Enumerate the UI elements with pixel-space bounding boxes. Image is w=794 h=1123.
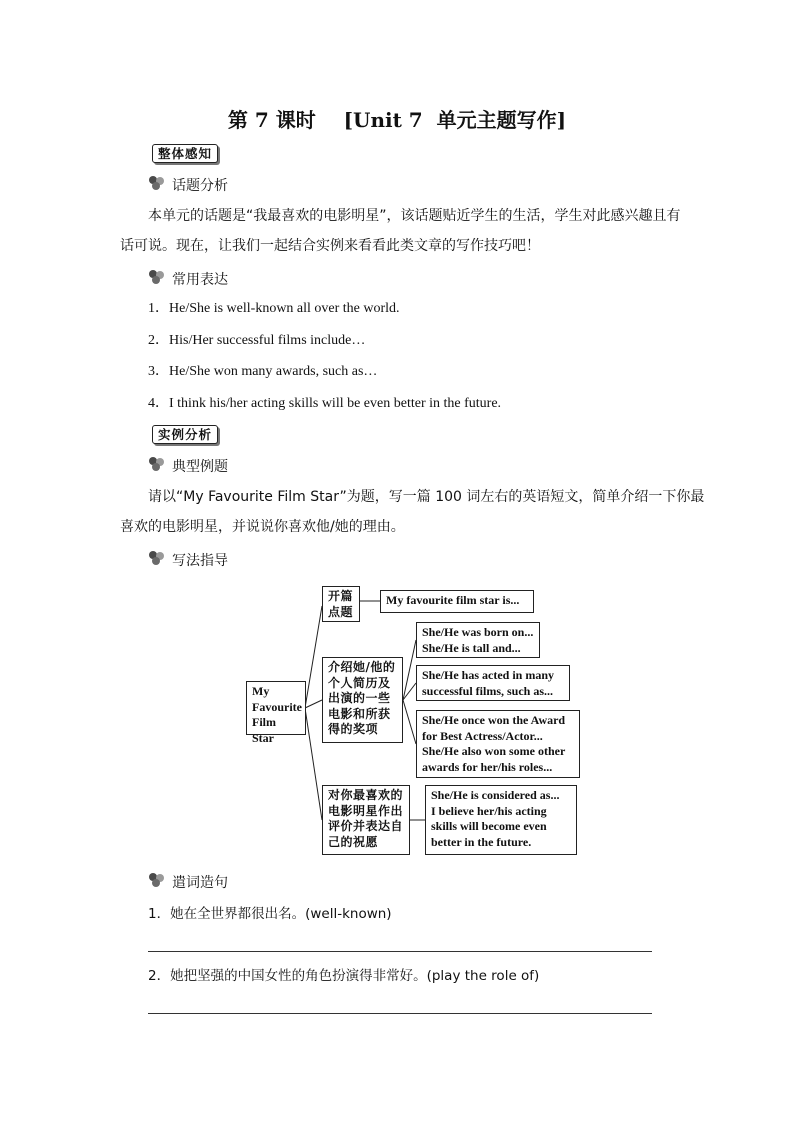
- expressions-heading: 常用表达: [172, 272, 228, 288]
- practice-heading: 遣词造句: [172, 875, 228, 891]
- diagram-leaf-films: She/He has acted in many successful films, such as...: [416, 665, 570, 701]
- section-tag-overview: 整体感知: [152, 144, 218, 163]
- page-title: 第 7 课时 [Unit 7 单元主题写作]: [227, 108, 567, 132]
- topic-text-line2: 话可说。现在，让我们一起结合实例来看看此类文章的写作技巧吧！: [120, 238, 540, 254]
- diagram-leaf-opening: My favourite film star is...: [380, 590, 534, 613]
- practice-item-1: 1．她在全世界都很出名。(well-known): [148, 906, 392, 922]
- section-tag-examples: 实例分析: [152, 425, 218, 444]
- topic-text-line1: 本单元的话题是“我最喜欢的电影明星”，该话题贴近学生的生活，学生对此感兴趣且有: [148, 208, 681, 224]
- diagram-leaf-awards: She/He once won the Award for Best Actress/Actor... She/He also won some other awards for her/his roles...: [416, 710, 580, 778]
- diagram-branch-opening: 开篇 点题: [322, 586, 360, 622]
- answer-line-1[interactable]: [148, 951, 652, 952]
- expression-item-2: 2．His/Her successful films include…: [148, 333, 366, 348]
- expression-item-4: 4．I think his/her acting skills will be even better in the future.: [148, 396, 502, 411]
- example-heading: 典型例题: [172, 459, 228, 475]
- diagram-leaf-evaluation: She/He is considered as... I believe her/his acting skills will become even better in the future.: [425, 785, 577, 855]
- guide-heading: 写法指导: [172, 553, 228, 569]
- diagram-branch-evaluation: 对你最喜欢的 电影明星作出 评价并表达自 己的祝愿: [322, 785, 410, 855]
- diagram-branch-introduction: 介绍她/他的 个人简历及 出演的一些 电影和所获 得的奖项: [322, 657, 403, 743]
- topic-heading: 话题分析: [172, 178, 228, 194]
- practice-item-2: 2．她把坚强的中国女性的角色扮演得非常好。(play the role of): [148, 968, 540, 984]
- diagram-root-box: My Favourite Film Star: [246, 681, 306, 735]
- example-text-line2: 喜欢的电影明星，并说说你喜欢他/她的理由。: [120, 519, 405, 535]
- expression-item-1: 1．He/She is well-known all over the world.: [148, 301, 400, 316]
- bullet-icon: [149, 873, 167, 887]
- answer-line-2[interactable]: [148, 1013, 652, 1014]
- expression-item-3: 3．He/She won many awards, such as…: [148, 364, 378, 379]
- diagram-leaf-birth: She/He was born on... She/He is tall and...: [416, 622, 540, 658]
- example-text-line1: 请以“My Favourite Film Star”为题，写一篇 100 词左右的英语短文，简单介绍一下你最: [148, 489, 705, 505]
